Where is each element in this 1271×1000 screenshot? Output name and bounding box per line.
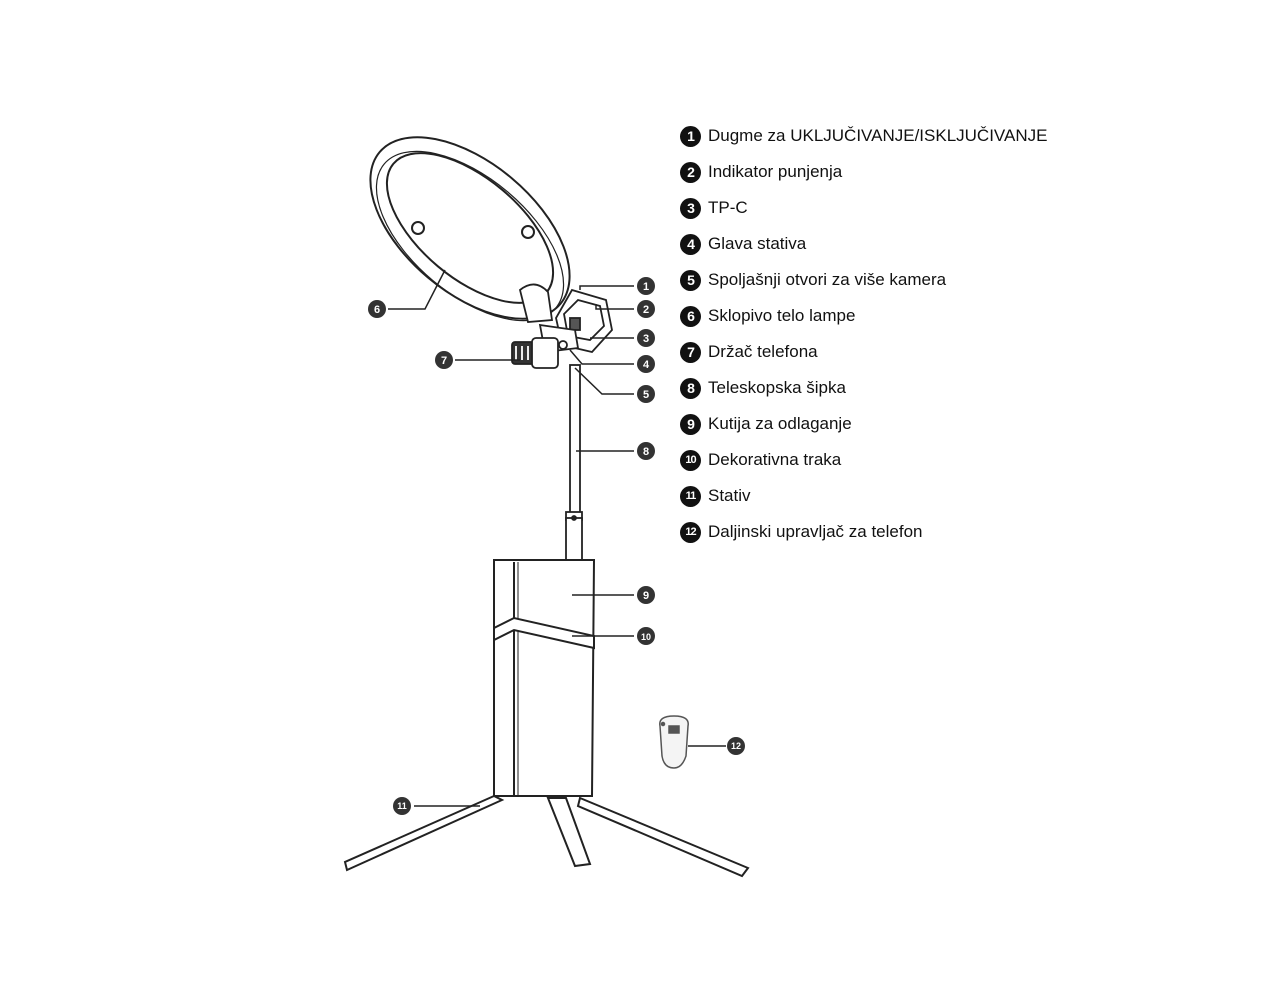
remote-control	[660, 716, 688, 768]
legend-label: Glava stativa	[708, 234, 807, 253]
svg-text:5: 5	[642, 389, 650, 401]
telescopic-pole	[566, 365, 582, 562]
svg-text:10: 10	[640, 632, 652, 642]
callout-9	[637, 586, 655, 604]
legend-number: 6	[680, 306, 701, 327]
legend-number: 1	[680, 126, 701, 147]
legend-label: Dekorativna traka	[708, 450, 842, 469]
legend-label: Spoljašnji otvori za više kamera	[708, 270, 947, 289]
legend-label: Daljinski upravljač za telefon	[708, 522, 923, 541]
legend-number: 10	[680, 450, 701, 471]
legend-item	[680, 298, 1240, 334]
legend-label: Indikator punjenja	[708, 162, 843, 181]
legend-label: Teleskopska šipka	[708, 378, 846, 397]
legend-item	[680, 442, 1240, 478]
legend-label: Stativ	[708, 486, 751, 505]
callout-12	[727, 737, 745, 755]
callout-3	[637, 329, 655, 347]
legend-label: Držač telefona	[708, 342, 818, 361]
callout-10	[637, 627, 655, 645]
legend-item	[680, 154, 1240, 190]
svg-text:6: 6	[373, 304, 381, 316]
legend-number: 5	[680, 270, 701, 291]
svg-text:3: 3	[642, 333, 650, 345]
legend-number: 7	[680, 342, 701, 363]
legend-item	[680, 190, 1240, 226]
phone-holder	[512, 338, 558, 368]
callout-5	[637, 385, 655, 403]
legend-item	[680, 478, 1240, 514]
legend-number: 9	[680, 414, 701, 435]
svg-text:4: 4	[642, 359, 650, 371]
legend-label: Sklopivo telo lampe	[708, 306, 856, 325]
callout-7	[435, 351, 453, 369]
legend-item	[680, 370, 1240, 406]
callout-11	[393, 797, 411, 815]
svg-text:7: 7	[440, 355, 448, 367]
svg-text:12: 12	[730, 741, 742, 751]
svg-text:1: 1	[642, 281, 650, 293]
svg-text:2: 2	[642, 304, 650, 316]
legend-label: Dugme za UKLJUČIVANJE/ISKLJUČIVANJE	[708, 126, 1048, 145]
legend-item	[680, 514, 1240, 550]
legend-number: 4	[680, 234, 701, 255]
legend-number: 8	[680, 378, 701, 399]
legend-label: TP-C	[708, 198, 748, 217]
callout-6	[368, 300, 386, 318]
callout-1	[637, 277, 655, 295]
legend-number: 2	[680, 162, 701, 183]
parts-legend	[680, 118, 1240, 550]
legend-item	[680, 262, 1240, 298]
callout-8	[637, 442, 655, 460]
svg-text:9: 9	[642, 590, 650, 602]
legend-number: 11	[680, 486, 701, 507]
legend-item	[680, 226, 1240, 262]
legend-number: 3	[680, 198, 701, 219]
svg-text:8: 8	[642, 446, 650, 458]
callout-4	[637, 355, 655, 373]
legend-item	[680, 118, 1240, 154]
legend-item	[680, 406, 1240, 442]
callout-2	[637, 300, 655, 318]
legend-label: Kutija za odlaganje	[708, 414, 852, 433]
legend-item	[680, 334, 1240, 370]
svg-text:11: 11	[397, 801, 407, 811]
legend-number: 12	[680, 522, 701, 543]
